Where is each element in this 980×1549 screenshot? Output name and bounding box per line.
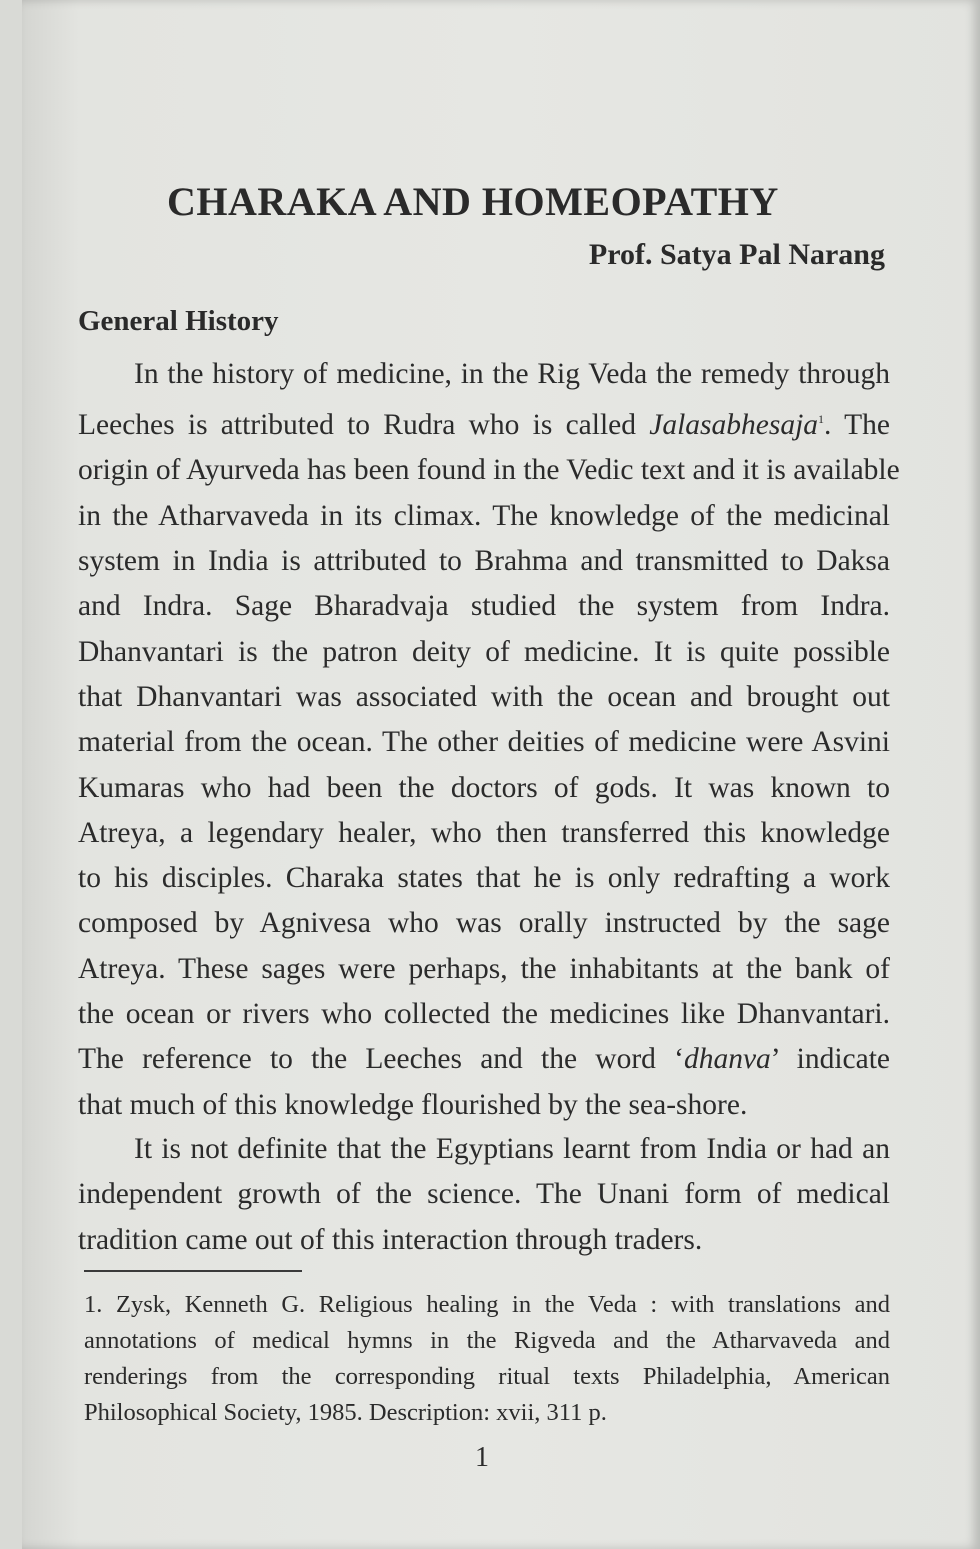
text-line: Dhanvantari is the patron deity of medicine. It is quite possible — [78, 635, 890, 668]
section-heading: General History — [78, 305, 279, 337]
text-line: Atreya, a legendary healer, who then transferred this knowledge — [78, 816, 890, 849]
text-line: composed by Agnivesa who was orally instructed by the sage — [78, 907, 890, 940]
text-line: to his disciples. Charaka states that he is only redrafting a work — [78, 862, 890, 895]
paragraph-2 — [78, 1127, 890, 1263]
book-page — [22, 0, 980, 1549]
text-line: Kumaras who had been the doctors of gods. It was known to — [78, 771, 890, 804]
footnote-marker: 1 — [818, 412, 825, 427]
text-line: tradition came out of this interaction through traders. — [78, 1223, 703, 1256]
footnote-line: annotations of medical hymns in the Rigveda and the Atharvaveda and — [84, 1327, 890, 1354]
text-line: It is not definite that the Egyptians learnt from India or had an — [134, 1133, 890, 1165]
footnote-line: Philosophical Society, 1985. Description: xvii, 311 p. — [84, 1399, 607, 1426]
text-line: In the history of medicine, in the Rig Veda the remedy through — [134, 358, 890, 390]
chapter-title: CHARAKA AND HOMEOPATHY — [167, 179, 779, 224]
paragraph-1 — [78, 352, 900, 1128]
text-line: material from the ocean. The other deities of medicine were Asvini — [78, 726, 890, 759]
text-line: independent growth of the science. The Unani form of medical — [78, 1178, 890, 1211]
italic-term: Jalasabhesaja — [649, 409, 819, 442]
text-line: in the Atharvaveda in its climax. The knowledge of the medicinal — [78, 499, 890, 532]
text-line: the ocean or rivers who collected the medicines like Dhanvantari. — [78, 997, 890, 1030]
text-line: Leeches is attributed to Rudra who is called Jalasabhesaja$^1$. The — [78, 409, 890, 442]
text-line: and Indra. Sage Bharadvaja studied the system from Indra. — [78, 590, 890, 623]
footnote-line: 1. Zysk, Kenneth G. Religious healing in the Veda : with translations and — [84, 1291, 890, 1318]
italic-term: dhanva — [683, 1043, 771, 1076]
text-line: origin of Ayurveda has been found in the Vedic text and it is available — [78, 454, 900, 487]
footnote-divider — [84, 1270, 302, 1272]
text-line: The reference to the Leeches and the word ‘dhanva’ indicate — [78, 1043, 890, 1076]
text-line: that much of this knowledge flourished by the sea-shore. — [78, 1088, 748, 1121]
footnote-line: renderings from the corresponding ritual texts Philadelphia, American — [84, 1363, 890, 1390]
page-number: 1 — [475, 1442, 489, 1473]
footnote — [84, 1287, 890, 1431]
text-line: that Dhanvantari was associated with the ocean and brought out — [78, 680, 890, 713]
text-line: Atreya. These sages were perhaps, the inhabitants at the bank of — [78, 952, 890, 985]
author-name: Prof. Satya Pal Narang — [588, 238, 885, 271]
text-line: system in India is attributed to Brahma and transmitted to Daksa — [78, 545, 890, 578]
